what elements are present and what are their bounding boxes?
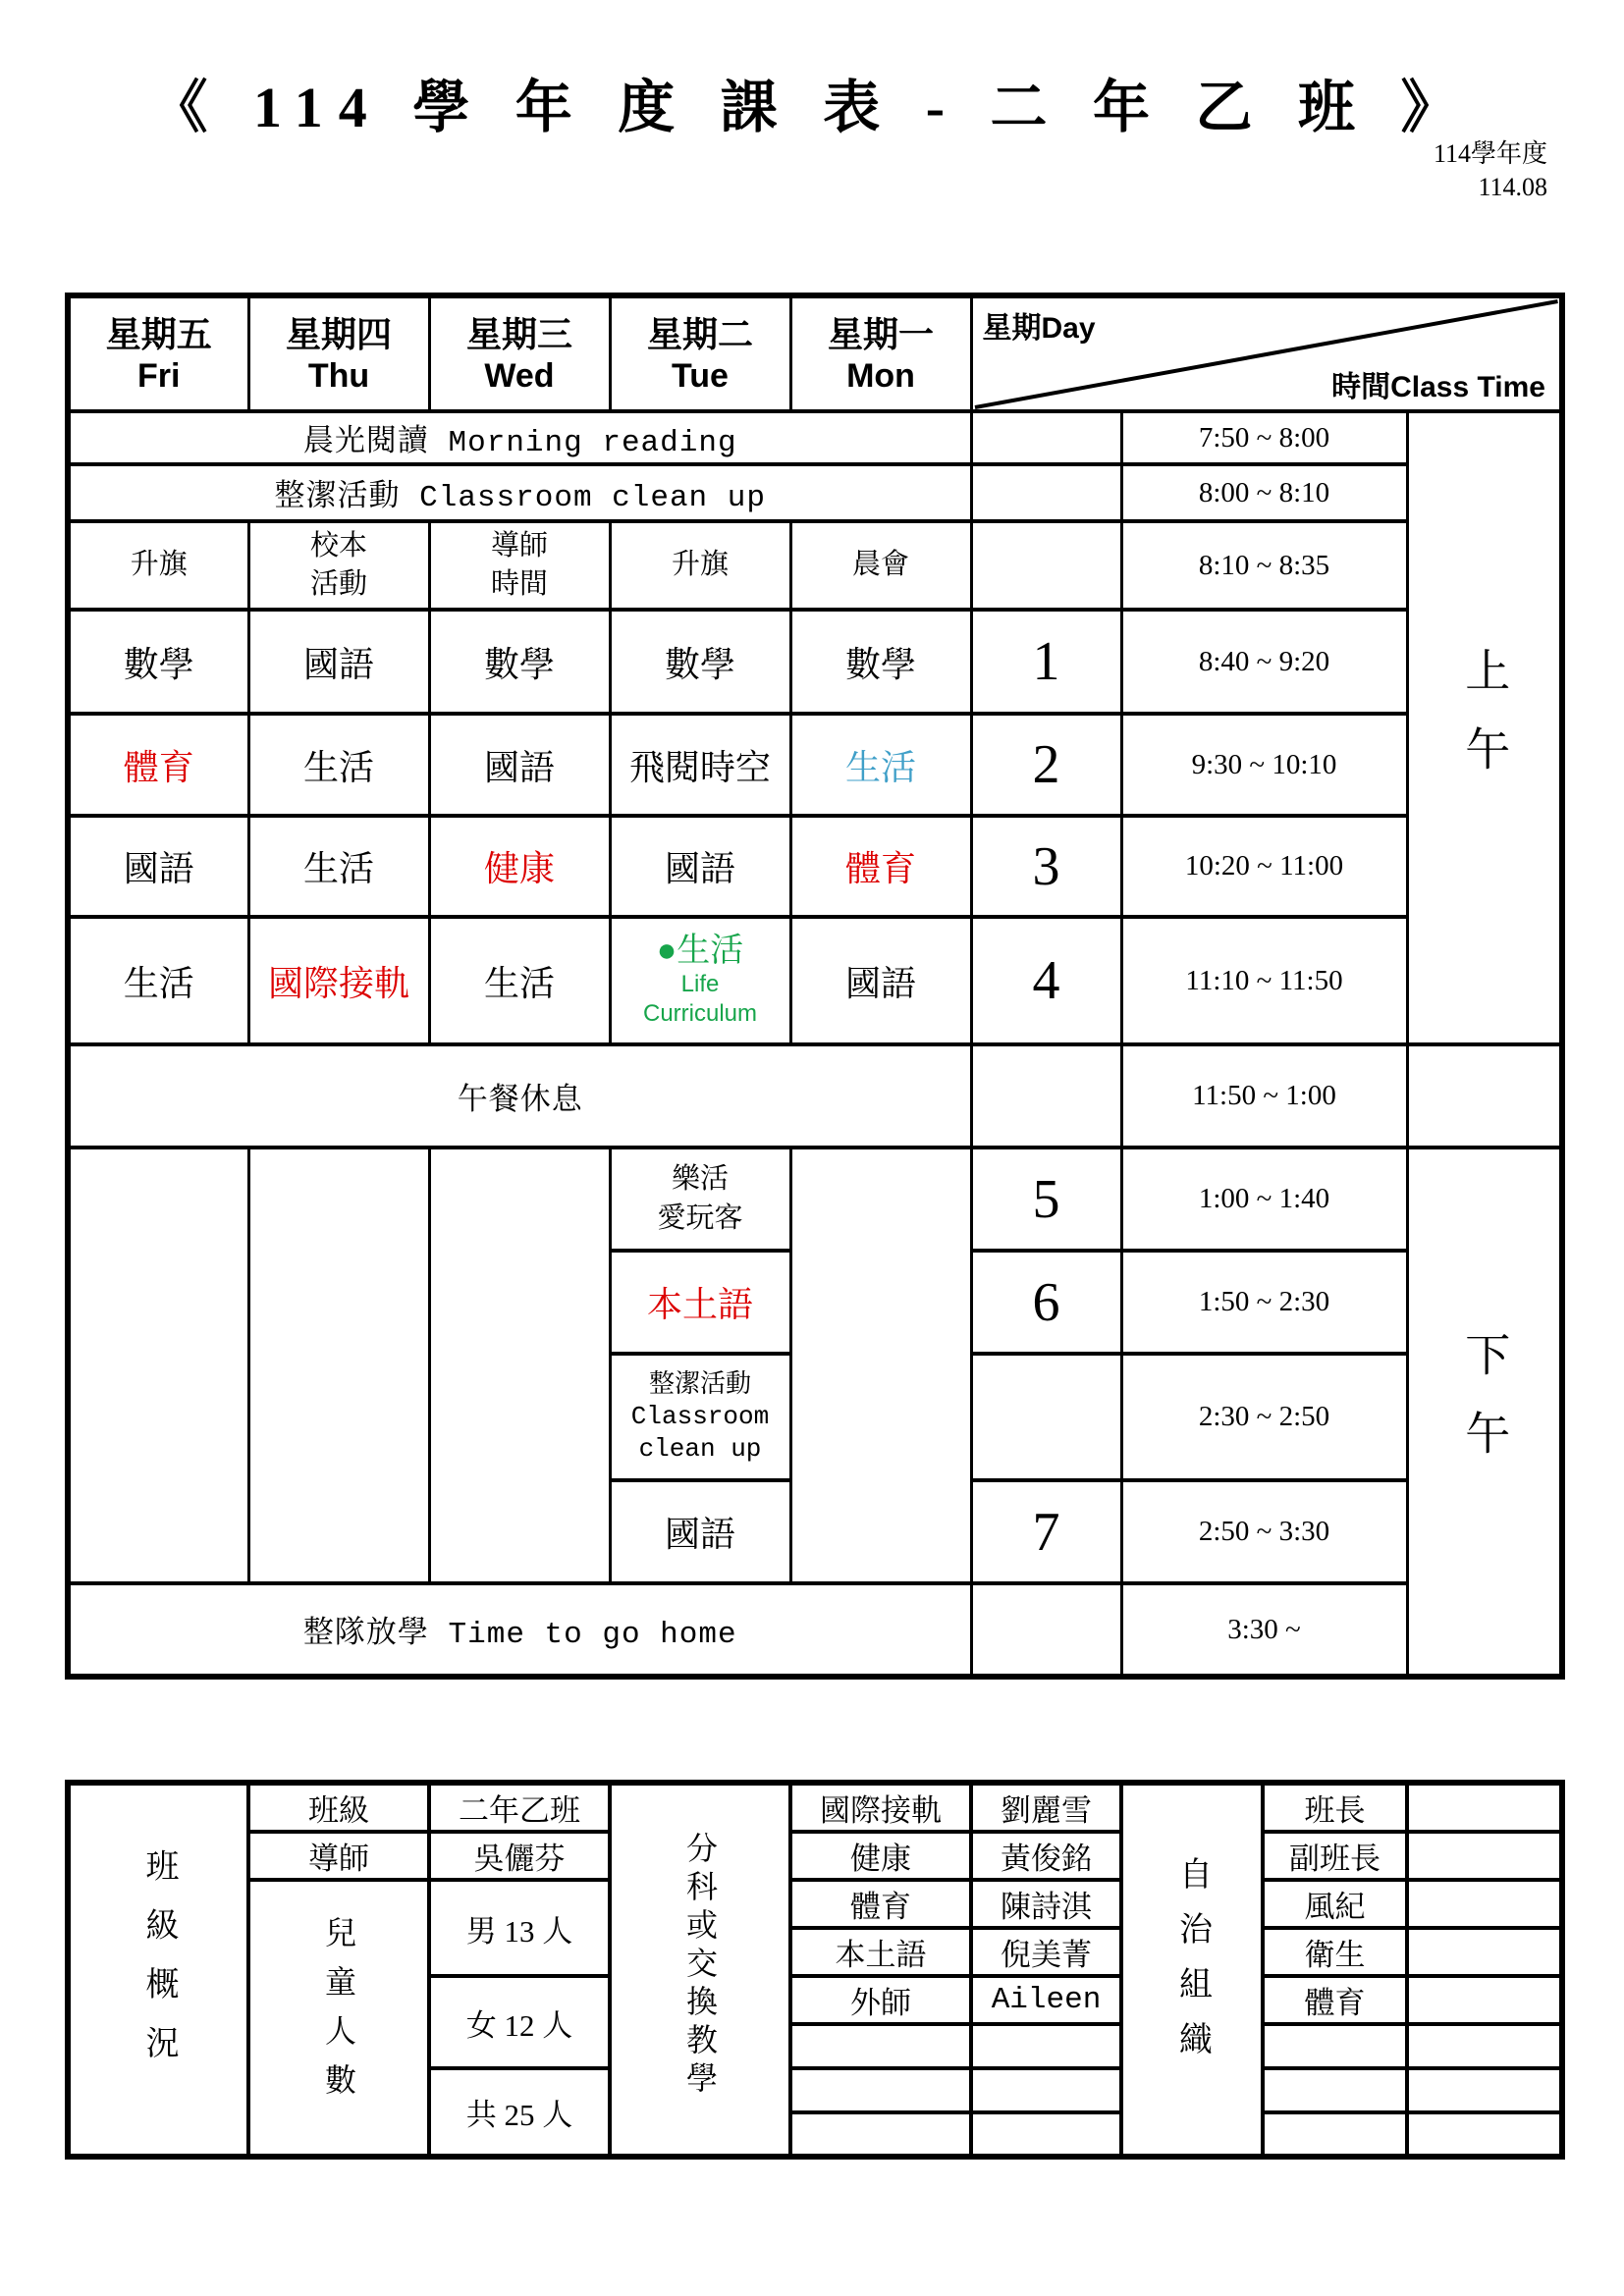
corner-header-wrap	[973, 299, 1560, 409]
cell-wed-p4: 生活	[429, 917, 610, 1044]
period-number-5: 5	[971, 1148, 1121, 1251]
girls-count: 女 12 人	[429, 1976, 610, 2068]
cell-wed-p3: 健康	[429, 816, 610, 917]
cell-tue-p3: 國語	[610, 816, 790, 917]
split-teaching-label: 分科或交換教學	[682, 1832, 718, 2100]
cell-thu-assembly-line2: 活動	[309, 568, 367, 600]
period-number-3: 3	[971, 816, 1121, 917]
cell-tue-p2: 飛閱時空	[610, 714, 790, 816]
role-name-2	[1407, 1880, 1562, 1928]
role-label-3: 衛生	[1263, 1928, 1407, 1976]
class-overview-header	[68, 1783, 248, 2157]
cell-mon-p1: 數學	[790, 610, 971, 714]
children-count-header	[248, 1880, 429, 2157]
cell-fri-afternoon-empty	[68, 1148, 248, 1583]
day-header-fri	[68, 295, 248, 411]
day-header-tue	[610, 295, 790, 411]
role-name-0	[1407, 1783, 1562, 1832]
split-subject-3: 本土語	[790, 1928, 971, 1976]
split-subject-6	[790, 2068, 971, 2112]
period-cell-empty-home	[971, 1583, 1121, 1677]
class-name-label: 班級	[248, 1783, 429, 1832]
split-subject-5	[790, 2024, 971, 2068]
period-number-4: 4	[971, 917, 1121, 1044]
page-subtitle	[1434, 137, 1547, 204]
corner-header-cell	[971, 295, 1562, 411]
cell-tue-p4-en-line2: Curriculum	[642, 999, 757, 1027]
split-teacher-3: 倪美菁	[971, 1928, 1121, 1976]
cell-tue-cleanup-line1: 整潔活動	[648, 1368, 751, 1398]
cell-mon-p3: 體育	[790, 816, 971, 917]
cell-thu-p1: 國語	[248, 610, 429, 714]
day-header-wed	[429, 295, 610, 411]
corner-time-label: 時間Class Time	[1331, 370, 1545, 403]
day-header-mon-zh: 星期一	[827, 313, 934, 354]
split-subject-4: 外師	[790, 1976, 971, 2024]
role-name-3	[1407, 1928, 1562, 1976]
cell-tue-p5-line2: 愛玩客	[657, 1201, 743, 1234]
cell-mon-afternoon-empty	[790, 1148, 971, 1583]
time-morning-reading: 7:50 ~ 8:00	[1121, 411, 1407, 464]
pm-block-cell	[1407, 1148, 1562, 1677]
cell-tue-p4-zh: 生活	[677, 933, 744, 970]
split-teacher-4: Aileen	[971, 1976, 1121, 2024]
cell-mon-p4: 國語	[790, 917, 971, 1044]
split-subject-0: 國際接軌	[790, 1783, 971, 1832]
day-header-wed-en: Wed	[484, 356, 555, 395]
cell-tue-p5	[610, 1148, 790, 1251]
split-teacher-0: 劉麗雪	[971, 1783, 1121, 1832]
split-subject-7	[790, 2112, 971, 2157]
cell-tue-cleanup-line2: Classroom	[630, 1401, 770, 1431]
day-header-thu-en: Thu	[307, 356, 370, 395]
cell-mon-p2: 生活	[790, 714, 971, 816]
day-header-wed-zh: 星期三	[465, 313, 572, 354]
role-label-1: 副班長	[1263, 1832, 1407, 1880]
period-cell-empty-assembly	[971, 521, 1121, 610]
cell-thu-p2: 生活	[248, 714, 429, 816]
cell-tue-p1: 數學	[610, 610, 790, 714]
cell-wed-assembly-line2: 時間	[490, 568, 548, 600]
class-name-value: 二年乙班	[429, 1783, 610, 1832]
period-number-7: 7	[971, 1480, 1121, 1583]
time-go-home: 3:30 ~	[1121, 1583, 1407, 1677]
role-name-1	[1407, 1832, 1562, 1880]
day-header-tue-en: Tue	[672, 356, 729, 395]
role-label-6	[1263, 2068, 1407, 2112]
cell-wed-assembly	[429, 521, 610, 610]
role-name-6	[1407, 2068, 1562, 2112]
cell-lunch: 午餐休息	[68, 1044, 971, 1148]
cell-wed-assembly-line1: 導師	[490, 529, 548, 561]
split-teacher-7	[971, 2112, 1121, 2157]
role-label-7	[1263, 2112, 1407, 2157]
cell-fri-p3: 國語	[68, 816, 248, 917]
day-header-mon	[790, 295, 971, 411]
cell-morning-reading: 晨光閱讀 Morning reading	[68, 411, 971, 464]
cell-tue-cleanup-pm	[610, 1354, 790, 1480]
time-p3: 10:20 ~ 11:00	[1121, 816, 1407, 917]
role-name-5	[1407, 2024, 1562, 2068]
am-label: 上午	[1459, 647, 1510, 804]
time-p2: 9:30 ~ 10:10	[1121, 714, 1407, 816]
time-p4: 11:10 ~ 11:50	[1121, 917, 1407, 1044]
cell-tue-p5-line1: 樂活	[671, 1163, 729, 1196]
split-teacher-6	[971, 2068, 1121, 2112]
homeroom-teacher-label: 導師	[248, 1832, 429, 1880]
green-dot-icon: ●	[656, 933, 677, 970]
cell-thu-p4: 國際接軌	[248, 917, 429, 1044]
cell-fri-p2: 體育	[68, 714, 248, 816]
period-number-1: 1	[971, 610, 1121, 714]
cell-cleanup-morning: 整潔活動 Classroom clean up	[68, 464, 971, 521]
cell-wed-p1: 數學	[429, 610, 610, 714]
total-count: 共 25 人	[429, 2068, 610, 2157]
cell-fri-assembly: 升旗	[68, 521, 248, 610]
day-header-tue-zh: 星期二	[646, 313, 753, 354]
cell-fri-p4: 生活	[68, 917, 248, 1044]
period-number-6: 6	[971, 1251, 1121, 1354]
page-title: 《 114 學 年 度 課 表 - 二 年 乙 班 》	[150, 76, 1474, 139]
autonomy-label: 自治組織	[1173, 1855, 1211, 2076]
split-teacher-1: 黃俊銘	[971, 1832, 1121, 1880]
am-block-cell	[1407, 411, 1562, 1044]
cell-tue-p6: 本土語	[610, 1251, 790, 1354]
time-cleanup-pm: 2:30 ~ 2:50	[1121, 1354, 1407, 1480]
cell-thu-assembly	[248, 521, 429, 610]
split-subject-1: 健康	[790, 1832, 971, 1880]
period-cell-empty-cleanup-am	[971, 464, 1121, 521]
day-header-thu-zh: 星期四	[285, 313, 392, 354]
period-number-2: 2	[971, 714, 1121, 816]
day-header-fri-zh: 星期五	[105, 313, 212, 354]
time-p6: 1:50 ~ 2:30	[1121, 1251, 1407, 1354]
pm-label: 下午	[1459, 1330, 1510, 1488]
cell-wed-p2: 國語	[429, 714, 610, 816]
cell-thu-assembly-line1: 校本	[309, 529, 367, 561]
cell-tue-assembly: 升旗	[610, 521, 790, 610]
boys-count: 男 13 人	[429, 1880, 610, 1976]
period-cell-empty-cleanup-pm	[971, 1354, 1121, 1480]
class-info-table	[65, 1780, 1565, 2160]
split-teacher-5	[971, 2024, 1121, 2068]
time-p1: 8:40 ~ 9:20	[1121, 610, 1407, 714]
subtitle-year: 114學年度	[1433, 139, 1547, 168]
time-cleanup-morning: 8:00 ~ 8:10	[1121, 464, 1407, 521]
day-header-fri-en: Fri	[137, 356, 181, 395]
time-p5: 1:00 ~ 1:40	[1121, 1148, 1407, 1251]
time-p7: 2:50 ~ 3:30	[1121, 1480, 1407, 1583]
time-assembly: 8:10 ~ 8:35	[1121, 521, 1407, 610]
split-subject-2: 體育	[790, 1880, 971, 1928]
cell-tue-p4-en-line1: Life	[680, 970, 720, 997]
day-header-mon-en: Mon	[846, 356, 915, 395]
children-count-label: 兒童人數	[321, 1915, 356, 2112]
cell-tue-p7: 國語	[610, 1480, 790, 1583]
autonomy-header	[1121, 1783, 1263, 2157]
role-label-0: 班長	[1263, 1783, 1407, 1832]
weekly-timetable	[65, 293, 1565, 1680]
role-name-4	[1407, 1976, 1562, 2024]
period-cell-empty-lunch	[971, 1044, 1121, 1148]
ampm-cell-empty-lunch	[1407, 1044, 1562, 1148]
role-label-4: 體育	[1263, 1976, 1407, 2024]
cell-thu-p3: 生活	[248, 816, 429, 917]
cell-go-home: 整隊放學 Time to go home	[68, 1583, 971, 1677]
cell-tue-cleanup-line3: clean up	[638, 1434, 762, 1465]
cell-tue-p4-life-curriculum	[610, 917, 790, 1044]
homeroom-teacher-value: 吳儷芬	[429, 1832, 610, 1880]
cell-fri-p1: 數學	[68, 610, 248, 714]
time-lunch: 11:50 ~ 1:00	[1121, 1044, 1407, 1148]
role-name-7	[1407, 2112, 1562, 2157]
cell-wed-afternoon-empty	[429, 1148, 610, 1583]
role-label-2: 風紀	[1263, 1880, 1407, 1928]
split-teaching-header	[610, 1783, 790, 2157]
subtitle-date: 114.08	[1478, 172, 1547, 201]
corner-day-label: 星期Day	[982, 311, 1096, 345]
cell-mon-assembly: 晨會	[790, 521, 971, 610]
cell-thu-afternoon-empty	[248, 1148, 429, 1583]
period-cell-empty-reading	[971, 411, 1121, 464]
split-teacher-2: 陳詩淇	[971, 1880, 1121, 1928]
class-overview-label: 班級概況	[140, 1847, 177, 2084]
day-header-thu	[248, 295, 429, 411]
role-label-5	[1263, 2024, 1407, 2068]
